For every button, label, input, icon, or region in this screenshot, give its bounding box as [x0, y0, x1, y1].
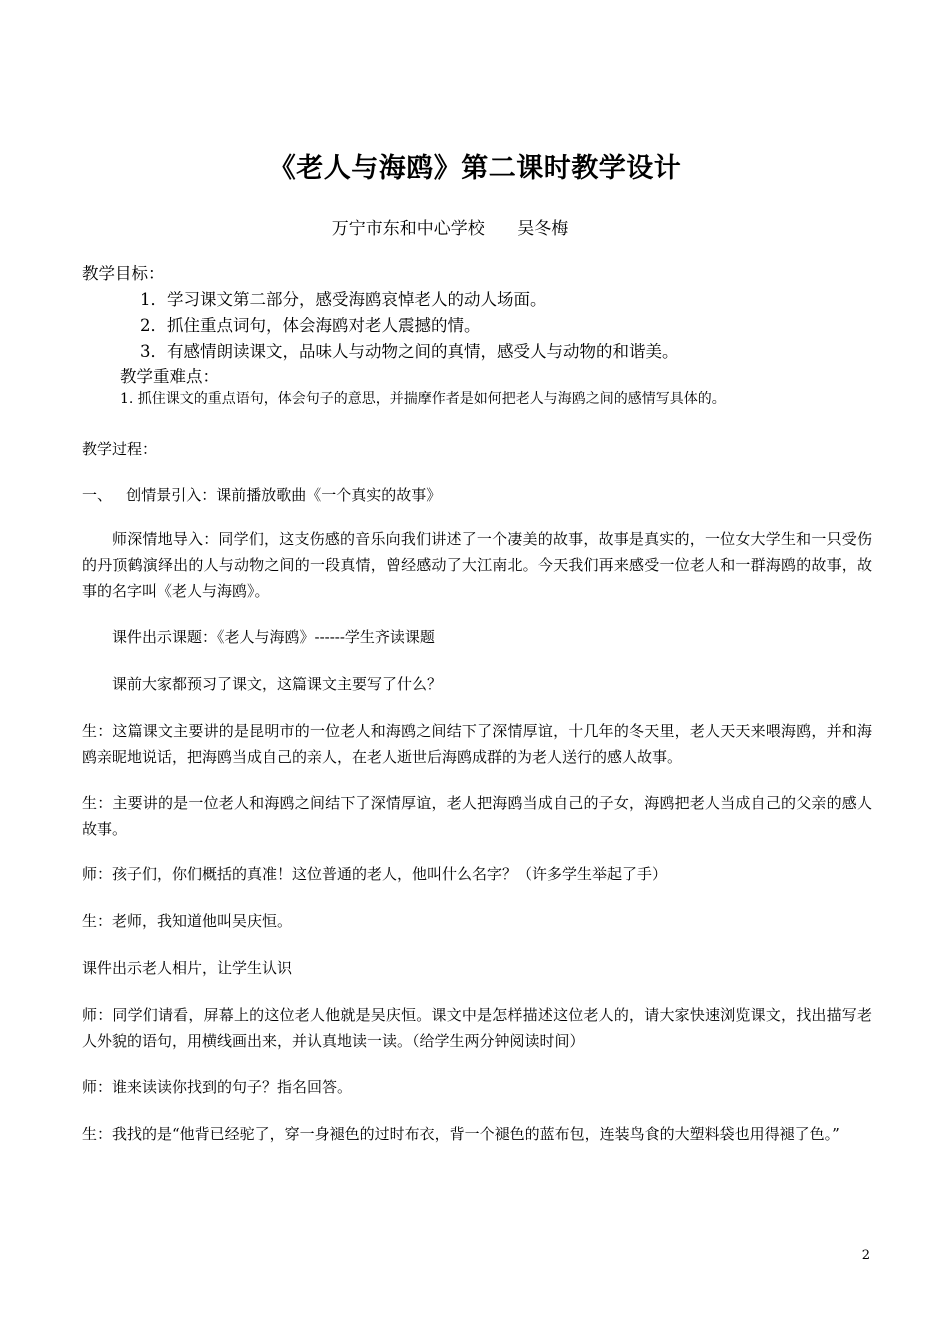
paragraph: 课件出示课题：《老人与海鸥》------学生齐读课题 [112, 628, 435, 646]
document-title: 《老人与海鸥》第二课时教学设计 [268, 153, 682, 184]
section-heading: 一、 创情景引入：课前播放歌曲《一个真实的故事》 [82, 486, 442, 504]
objective-item: 1．学习课文第二部分，感受海鸥哀悼老人的动人场面。 [140, 290, 547, 309]
key-point-item: 1. 抓住课文的重点语句，体会句子的意思，并揣摩作者是如何把老人与海鸥之间的感情写具体的。 [120, 391, 726, 407]
paragraph: 师：孩子们，你们概括的真准！这位普通的老人，他叫什么名字？（许多学生举起了手） [82, 865, 668, 883]
paragraph: 生：这篇课文主要讲的是昆明市的一位老人和海鸥之间结下了深情厚谊，十几年的冬天里，老人天天来喂海鸥，并和海鸥亲昵地说话，把海鸥当成自己的亲人，在老人逝世后海鸥成群的为老人送行的感人故事。 [82, 722, 872, 766]
key-points-heading: 教学重难点： [120, 367, 219, 386]
objective-item: 2．抓住重点词句，体会海鸥对老人震撼的情。 [140, 316, 481, 335]
author-line: 万宁市东和中心学校 吴冬梅 [331, 219, 569, 239]
paragraph: 师：同学们请看，屏幕上的这位老人他就是吴庆恒。课文中是怎样描述这位老人的，请大家快速浏览课文，找出描写老人外貌的语句，用横线画出来，并认真地读一读。（给学生两分钟阅读时间） [82, 1006, 872, 1050]
paragraph: 师深情地导入：同学们，这支伤感的音乐向我们讲述了一个凄美的故事，故事是真实的，一位女大学生和一只受伤的丹顶鹤演绎出的人与动物之间的一段真情，曾经感动了大江南北。今天我们再来感受一位老人和一群海鸥的故事，故事的名字叫《老人与海鸥》。 [82, 530, 872, 600]
paragraph: 课前大家都预习了课文，这篇课文主要写了什么？ [112, 675, 443, 693]
page-number: 2 [861, 1248, 870, 1263]
paragraph: 生：老师，我知道他叫吴庆恒。 [82, 912, 293, 930]
paragraph: 生：主要讲的是一位老人和海鸥之间结下了深情厚谊，老人把海鸥当成自己的子女，海鸥把老人当成自己的父亲的感人故事。 [82, 794, 872, 838]
objectives-heading: 教学目标： [82, 264, 165, 283]
paragraph: 课件出示老人相片，让学生认识 [82, 959, 293, 977]
process-heading: 教学过程： [82, 440, 158, 458]
paragraph: 生：我找的是“他背已经驼了，穿一身褪色的过时布衣，背一个褪色的蓝布包，连装鸟食的大塑料袋也用得褪了色。” [82, 1125, 840, 1143]
paragraph: 师：谁来读读你找到的句子？指名回答。 [82, 1078, 353, 1096]
objective-item: 3．有感情朗读课文，品味人与动物之间的真情，感受人与动物的和谐美。 [140, 342, 679, 361]
